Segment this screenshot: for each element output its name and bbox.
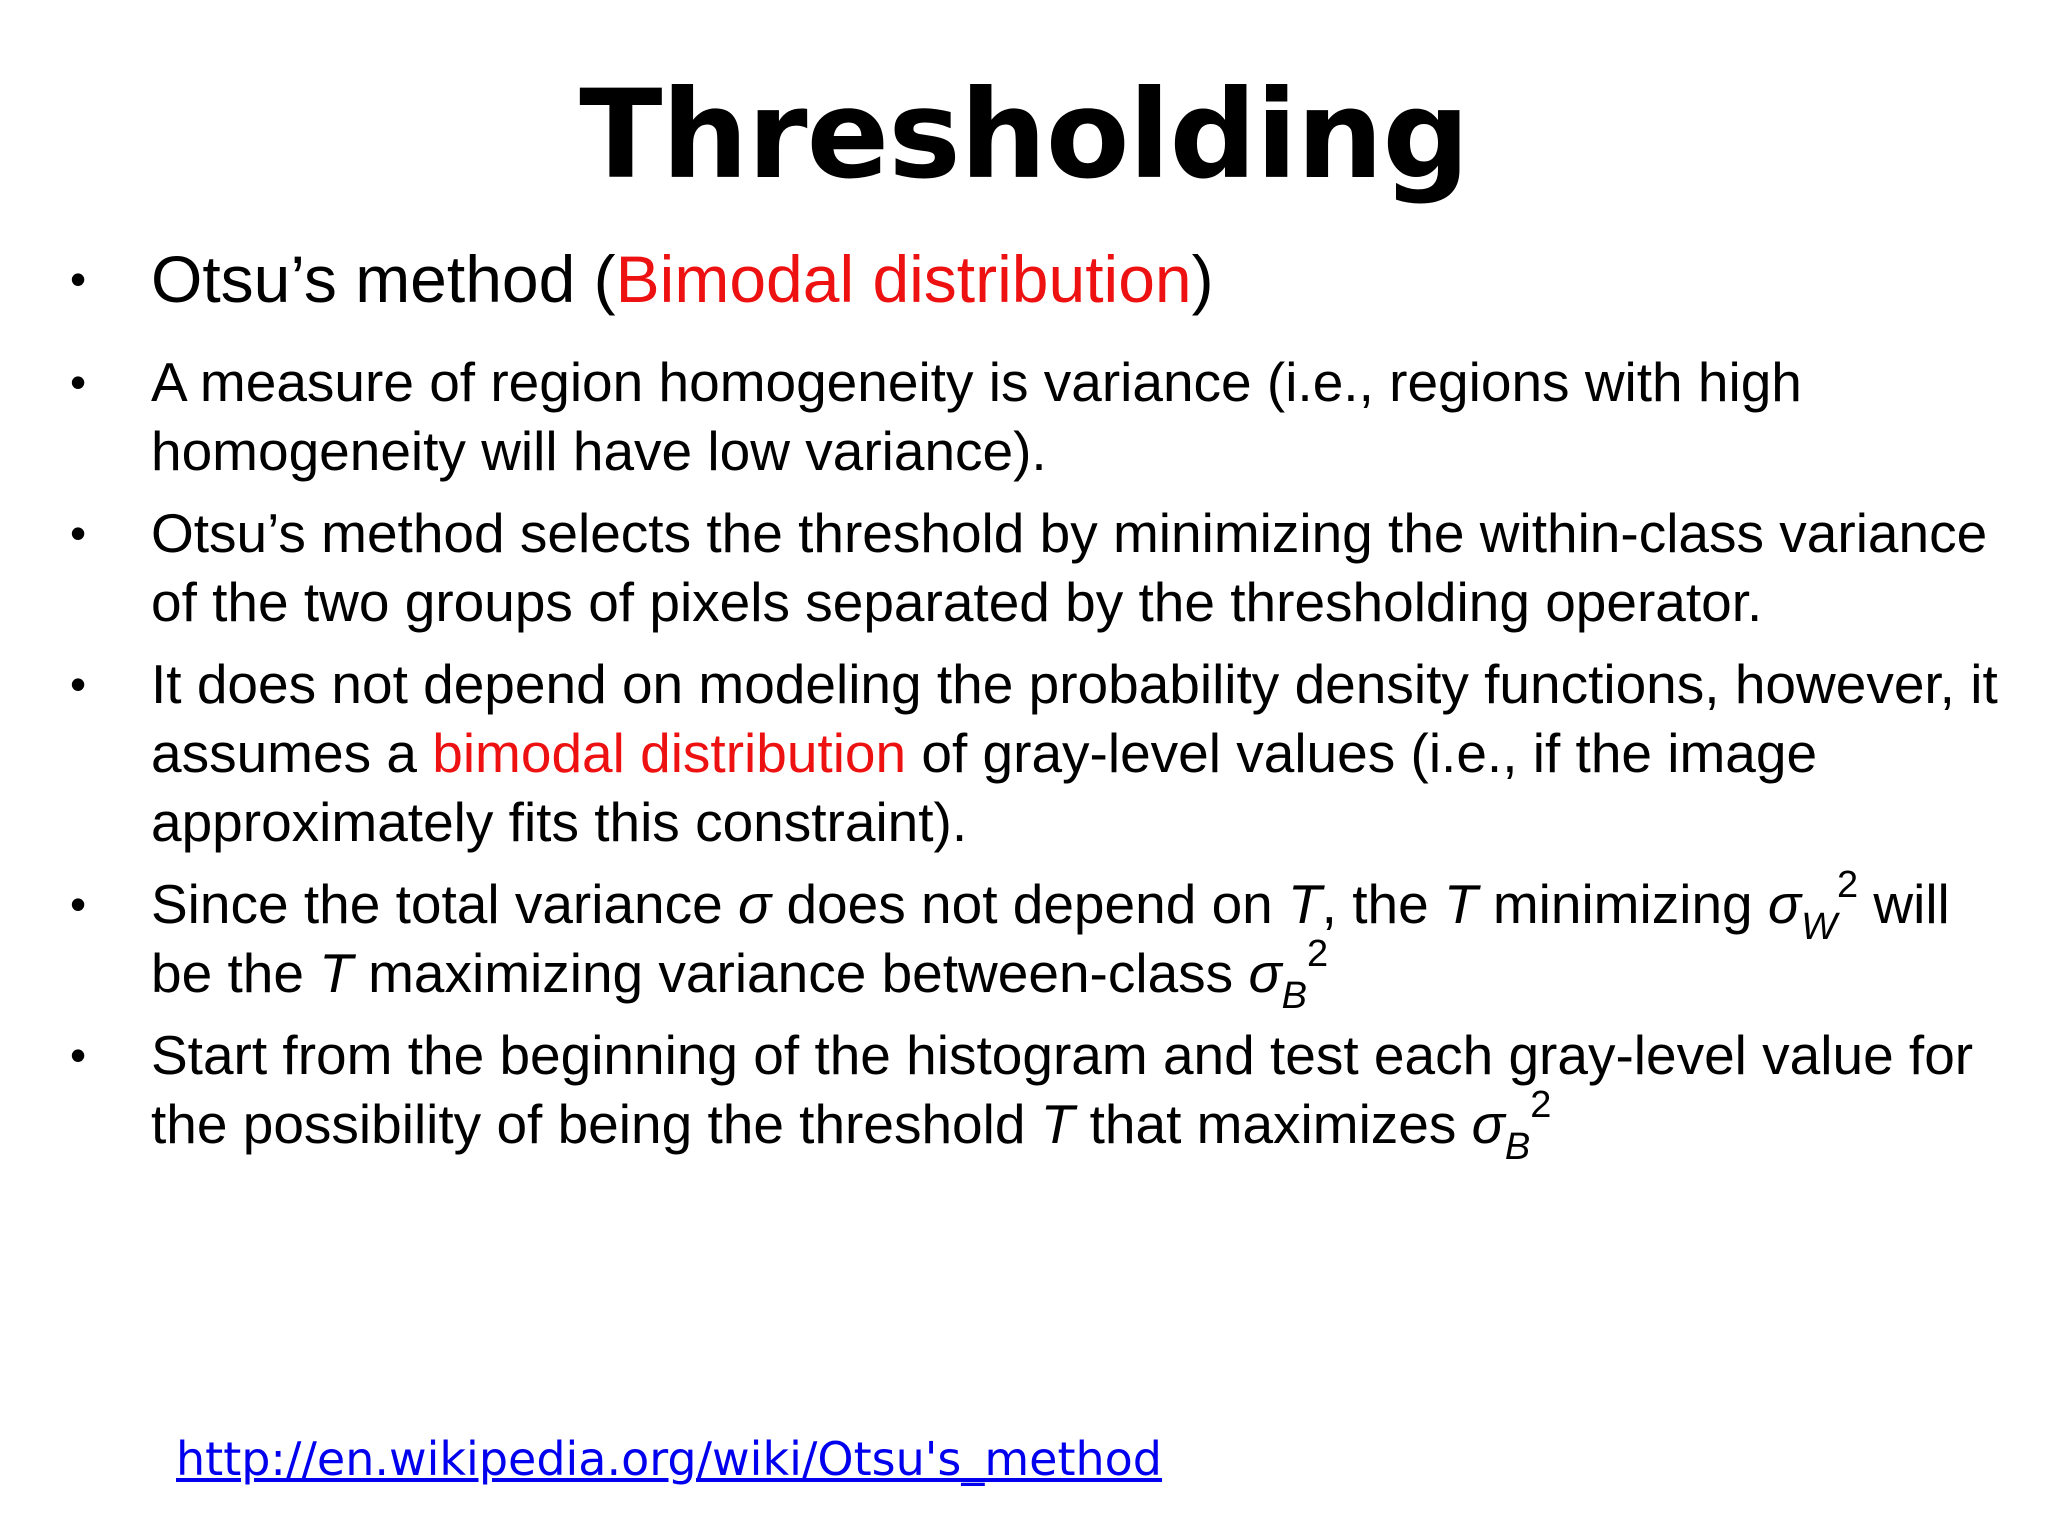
bullet-text: Otsu’s method ( [151,242,616,316]
superscript-2: 2 [1306,933,1329,975]
sigma-symbol: σ [1767,873,1802,935]
bullet-text: A measure of region homogeneity is variance (i.e., regions with high homogeneity will have low variance). [151,351,1802,482]
bullet-dot-icon: • [70,356,87,408]
superscript-2: 2 [1836,864,1859,906]
bullet-dot-icon: • [70,878,87,930]
bullet-text: minimizing [1477,873,1768,935]
bullet-text: does not depend on [771,873,1289,935]
subscript-b: B [1281,975,1307,1017]
bullet-text: of gray-level values (i.e., if the image approximately fits this constraint). [151,722,1818,853]
bullet-dot-icon: • [70,507,87,559]
bullet-text: that maximizes [1074,1093,1472,1155]
sigma-symbol: σ [738,873,772,935]
sigma-symbol: σ [1471,1093,1505,1155]
bullet-dot-icon: • [70,253,87,305]
superscript-2: 2 [1530,1084,1552,1126]
bullet-text: ) [1191,242,1214,316]
threshold-symbol: T [319,942,353,1004]
bullet-dot-icon: • [70,658,87,710]
bullet-text: Start from the beginning of the histogram and test each gray-level value for the possibility of being the threshold [151,1024,1974,1155]
bullet-list [70,235,2020,1172]
bullet-text: Otsu’s method selects the threshold by minimizing the within-class variance of the two groups of pixels separated by the thresholding operator. [151,502,1988,633]
wikipedia-link[interactable]: http://en.wikipedia.org/wiki/Otsu's_method [176,1432,1162,1486]
bullet-bimodal-assumption [70,650,2020,857]
bullet-total-variance [70,864,2020,1017]
threshold-symbol: T [1443,873,1478,935]
subscript-b: B [1504,1126,1531,1168]
bullet-text: , the [1321,873,1444,935]
bullet-text: Since the total variance [151,873,739,935]
bullet-text: It does not depend on modeling the probability density functions, however, it assumes a [151,653,1998,784]
bullet-minimize-within-class [70,499,2020,637]
bullet-text: will be the [151,873,1950,1004]
subscript-w: W [1801,906,1837,948]
threshold-symbol: T [1040,1093,1075,1155]
highlight-text: bimodal distribution [432,722,907,784]
sigma-symbol: σ [1248,942,1282,1004]
slide-title: Thresholding [579,64,1469,206]
threshold-symbol: T [1288,873,1322,935]
bullet-region-homogeneity [70,348,2020,486]
bullet-dot-icon: • [70,1029,87,1081]
bullet-histogram-search [70,1021,2020,1168]
bullet-text: maximizing variance between-class [352,942,1249,1004]
highlight-text: Bimodal distribution [615,242,1192,316]
bullet-otsu-method [70,235,2020,323]
